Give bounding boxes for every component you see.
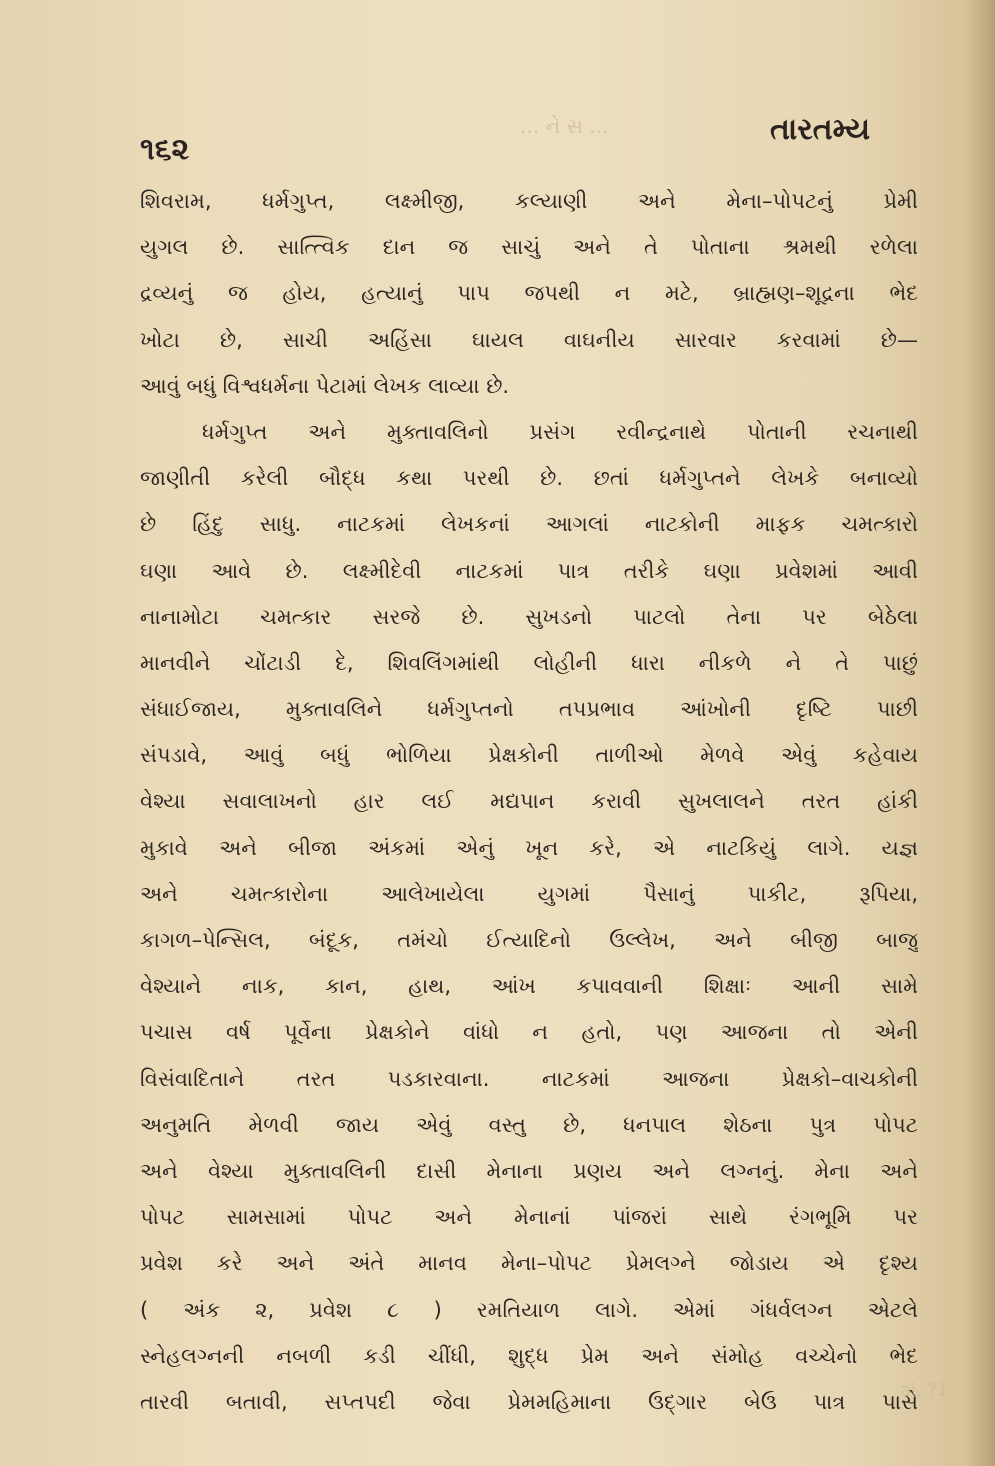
text-line: અને વેશ્યા મુક્તાવલિની દાસી મેનાના પ્રણય અને લગ્નનું. મેના અને: [140, 1158, 918, 1183]
body-text: [140, 178, 918, 1466]
text-line: ઘણા આવે છે. લક્ષ્મીદેવી નાટકમાં પાત્ર તરીકે ઘણા પ્રવેશમાં આવી: [140, 558, 918, 583]
show-through-text: ... ને સ ...: [520, 114, 609, 138]
text-line: સ્નેહલગ્નની નબળી કડી ચીંધી, શુદ્ધ પ્રેમ અને સંમોહ વચ્ચેનો ભેદ: [140, 1343, 918, 1368]
text-line: પ્રવેશ કરે અને અંતે માનવ મેના–પોપટ પ્રેમલગ્ને જોડાય એ દૃશ્ય: [140, 1251, 918, 1276]
text-line: કાગળ–પેન્સિલ, બંદૂક, તમંચો ઈત્યાદિનો ઉલ્લેખ, અને બીજી બાજુ: [140, 928, 918, 952]
text-line: પચાસ વર્ષ પૂર્વેના પ્રેક્ષકોને વાંધો ન હતો, પણ આજના તો એની: [140, 1020, 918, 1045]
text-line: વિસંવાદિતાને તરત પડકારવાના. નાટકમાં આજના પ્રેક્ષકો–વાચકોની: [140, 1066, 918, 1091]
running-head: તારતમ્ય: [770, 112, 871, 147]
text-line: સંપડાવે, આવું બધું ભોળિયા પ્રેક્ષકોની તાળીઓ મેળવે એવું કહેવાય: [140, 743, 918, 768]
text-line: માનવીને ચોંટાડી દે, શિવલિંગમાંથી લોહીની ધારા નીકળે ને તે પાછું: [140, 650, 918, 675]
text-line: અનુમતિ મેળવી જાય એવું વસ્તુ છે, ધનપાલ શેઠના પુત્ર પોપટ: [140, 1112, 918, 1137]
text-line: નાનામોટા ચમત્કાર સરજે છે. સુખડનો પાટલો તેના પર બેઠેલા: [140, 604, 918, 629]
text-line: અને ચમત્કારોના આલેખાયેલા યુગમાં પૈસાનું પાકીટ, રૂપિયા,: [140, 881, 918, 906]
text-line: વેશ્યા સવાલાખનો હાર લઈ મદ્યપાન કરાવી સુખલાલને તરત હાંકી: [140, 789, 918, 814]
text-line: છે હિંદુ સાધુ. નાટકમાં લેખકનાં આગલાં નાટકોની માફક ચમત્કારો: [140, 512, 918, 537]
text-line: [140, 1425, 918, 1466]
corner-mark: ai. ?1: [900, 1380, 949, 1401]
text-line: જાણીતી કરેલી બૌદ્ધ કથા પરથી છે. છતાં ધર્મગુપ્તને લેખકે બનાવ્યો: [140, 466, 918, 491]
text-line: ( અંક ૨, પ્રવેશ ૮ ) રમતિયાળ લાગે. એમાં ગંધર્વલગ્ન એટલે: [140, 1297, 918, 1322]
paragraph-2: [140, 409, 918, 1466]
text-line: પોપટ સામસામાં પોપટ અને મેનાનાં પાંજરાં સાથે રંગભૂમિ પર: [140, 1205, 918, 1230]
text-line: યુગલ છે. સાત્ત્વિક દાન જ સાચું અને તે પોતાના શ્રમથી રળેલા: [140, 235, 918, 260]
text-line: વેશ્યાને નાક, કાન, હાથ, આંખ કપાવવાની શિક્ષાઃ આની સામે: [140, 974, 918, 999]
text-line: મુકાવે અને બીજા અંકમાં એનું ખૂન કરે, એ નાટકિયું લાગે. યજ્ઞ: [140, 835, 918, 860]
text-line: શિવરામ, ધર્મગુપ્ત, લક્ષ્મીજી, કલ્યાણી અને મેના–પોપટનું પ્રેમી: [140, 189, 918, 213]
page-number: ૧૬૨: [140, 132, 190, 167]
text-line: દ્રવ્યનું જ હોય, હત્યાનું પાપ જપથી ન મટે, બ્રાહ્મણ–શૂદ્રના ભેદ: [140, 281, 918, 306]
text-line: સંધાઈજાય, મુક્તાવલિને ધર્મગુપ્તનો તપપ્રભાવ આંખોની દૃષ્ટિ પાછી: [140, 697, 918, 722]
paragraph-1: [140, 178, 918, 409]
text-line: ધર્મગુપ્ત અને મુક્તાવલિનો પ્રસંગ રવીન્દ્રનાથે પોતાની રચનાથી: [202, 419, 918, 444]
text-line: તારવી બતાવી, સપ્તપદી જેવા પ્રેમમહિમાના ઉદ્ગાર બેઉ પાત્ર પાસે: [140, 1389, 918, 1414]
text-line: ખોટા છે, સાચી અહિંસા ઘાયલ વાઘનીય સારવાર કરવામાં છે—: [140, 327, 918, 352]
text-line: આવું બધું વિશ્વધર્મના પેટામાં લેખક લાવ્યા છે.: [140, 373, 510, 398]
page-gutter-shadow: [967, 0, 995, 1466]
